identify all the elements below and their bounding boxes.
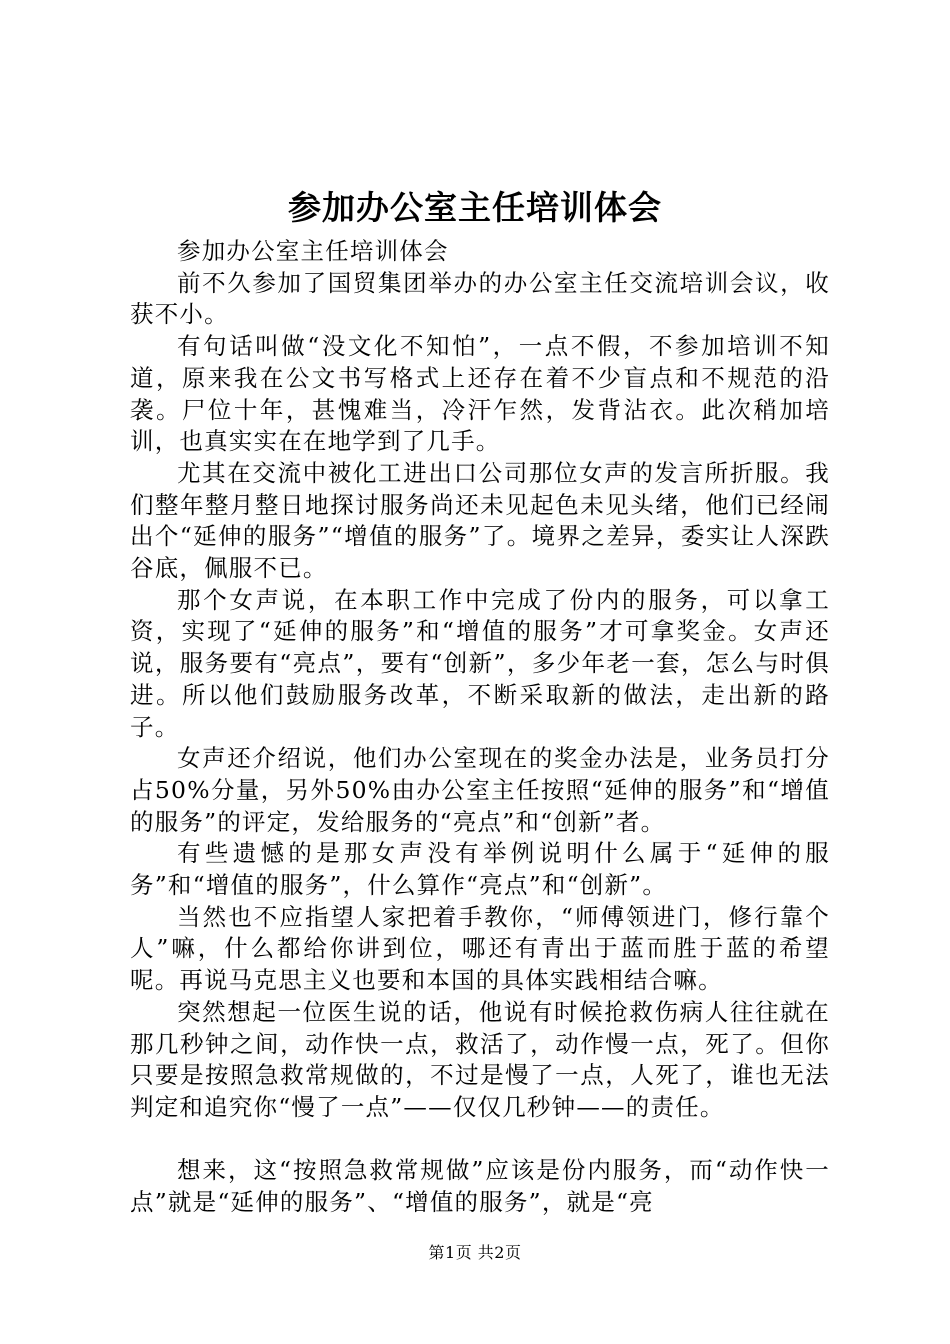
paragraph: 那个女声说，在本职工作中完成了份内的服务，可以拿工资，实现了“延伸的服务”和“增值的服务”才可拿奖金。女声还说，服务要有“亮点”，要有“创新”，多少年老一套，怎么与时俱进。所以他们鼓励服务改革，不断采取新的做法，走出新的路子。 — [130, 585, 830, 741]
paragraph: 尤其在交流中被化工进出口公司那位女声的发言所折服。我们整年整月整日地探讨服务尚还未见起色未见头绪，他们已经闹出个“延伸的服务”“增值的服务”了。境界之差异，委实让人深跌谷底，佩服不已。 — [130, 458, 830, 583]
document-title: 参加办公室主任培训体会 — [288, 188, 662, 227]
paragraph: 参加办公室主任培训体会 — [177, 237, 449, 265]
paragraph: 有些遗憾的是那女声没有举例说明什么属于“延伸的服务”和“增值的服务”，什么算作“亮点”和“创新”。 — [130, 839, 830, 900]
page-number-footer: 第1页 共2页 — [428, 1243, 522, 1262]
paragraph: 当然也不应指望人家把着手教你，“师傅领进门，修行靠个人”嘛，什么都给你讲到位，哪还有青出于蓝而胜于蓝的希望呢。再说马克思主义也要和本国的具体实践相结合嘛。 — [130, 902, 830, 995]
paragraph: 前不久参加了国贸集团举办的办公室主任交流培训会议，收获不小。 — [130, 268, 830, 329]
paragraph: 有句话叫做“没文化不知怕”，一点不假，不参加培训不知道，原来我在公文书写格式上还存在着不少盲点和不规范的沿袭。尸位十年，甚愧难当，冷汗乍然，发背沾衣。此次稍加培训，也真实实在在地学到了几手。 — [130, 332, 830, 456]
paragraph-spacer — [130, 1124, 830, 1156]
paragraph: 女声还介绍说，他们办公室现在的奖金办法是，业务员打分占50%分量，另外50%由办公室主任按照“延伸的服务”和“增值的服务”的评定，发给服务的“亮点”和“创新”者。 — [130, 744, 830, 836]
document-body — [130, 236, 830, 1219]
paragraph: 突然想起一位医生说的话，他说有时候抢救伤病人往往就在那几秒钟之间，动作快一点，救活了，动作慢一点，死了。但你只要是按照急救常规做的，不过是慢了一点，人死了，谁也无法判定和追究你“慢了一点”——仅仅几秒钟——的责任。 — [130, 997, 830, 1121]
paragraph: 想来，这“按照急救常规做”应该是份内服务，而“动作快一点”就是“延伸的服务”、“增值的服务”，就是“亮 — [130, 1156, 830, 1217]
